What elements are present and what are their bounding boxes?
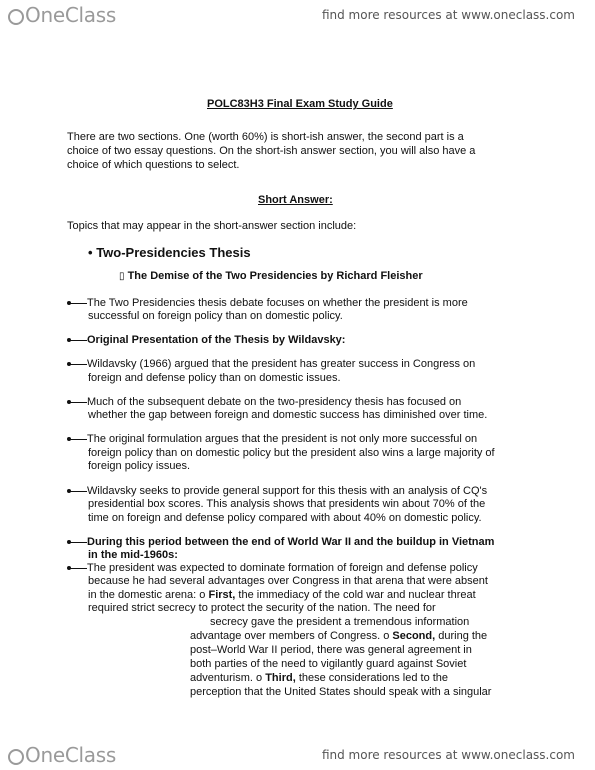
document-title: POLC83H3 Final Exam Study Guide	[207, 98, 393, 110]
missing-glyph-icon: ▯	[119, 271, 125, 282]
page-footer	[0, 740, 595, 770]
paragraph-8-line-1: The president was expected to dominate formation of foreign and defense policy	[65, 562, 555, 575]
paragraph-5-line-1: The original formulation argues that the president is not only more successful on	[65, 433, 555, 446]
intro-line-1: There are two sections. One (worth 60%) is short-ish answer, the second part is a	[67, 131, 464, 143]
paragraph-8-line-2: because he had several advantages over Congress in that arena that were absent	[88, 575, 488, 587]
dash-bullet-icon	[65, 300, 87, 306]
intro-line-2: choice of two essay questions. On the short-ish answer section, you will also have a	[67, 145, 476, 157]
intro-line-3: choice of which questions to select.	[67, 159, 240, 171]
section-heading-text: Two-Presidencies Thesis	[96, 245, 251, 260]
paragraph-8-line-7: post–World War II period, there was general agreement in	[190, 644, 472, 656]
paragraph-3-line-1: Wildavsky (1966) argued that the president has greater success in Congress on	[65, 358, 555, 371]
paragraph-6-line-2: presidential box scores. This analysis shows that presidents win about 70% of the	[88, 498, 486, 510]
paragraph-2-line-1: Original Presentation of the Thesis by Wildavsky:	[65, 334, 555, 347]
footer-resources-link[interactable]: find more resources at www.oneclass.com	[321, 748, 575, 762]
paragraph-8-line-8: both parties of the need to vigilantly guard against Soviet	[190, 658, 467, 670]
paragraph-8-line-5: secrecy gave the president a tremendous information	[210, 616, 470, 628]
paragraph-1-line-2: successful on foreign policy than on domestic policy.	[88, 310, 343, 322]
logo-text: OneClass	[25, 743, 116, 767]
bullet-icon: •	[88, 245, 93, 260]
section-heading	[88, 246, 251, 259]
paragraph-5-line-2: foreign policy than on domestic policy but the president also wins a large majority of	[88, 447, 495, 459]
logo-ring-icon	[8, 9, 24, 25]
dash-bullet-icon	[65, 361, 87, 367]
paragraph-4-line-2: whether the gap between foreign and domestic success has diminished over time.	[88, 409, 488, 421]
paragraph-8-line-6: advantage over members of Congress. o Second, during the	[190, 630, 488, 642]
paragraph-3-line-2: foreign and defense policy than on domestic issues.	[88, 372, 341, 384]
paragraph-7-line-1: During this period between the end of World War II and the buildup in Vietnam	[65, 536, 555, 549]
subheading-text: The Demise of the Two Presidencies by Richard Fleisher	[127, 270, 423, 282]
paragraph-8-line-3: in the domestic arena: o First, the immediacy of the cold war and nuclear threat	[88, 589, 476, 601]
dash-bullet-icon	[65, 337, 87, 343]
topics-intro: Topics that may appear in the short-answer section include:	[67, 220, 357, 232]
logo-ring-icon	[8, 749, 24, 765]
paragraph-7-line-2: in the mid-1960s:	[88, 549, 178, 561]
logo-text: OneClass	[25, 3, 116, 27]
page-header	[0, 0, 595, 30]
oneclass-logo[interactable]	[8, 3, 116, 27]
paragraph-6-line-3: time on foreign and defense policy compared with about 40% on domestic policy.	[88, 512, 482, 524]
oneclass-footer-logo[interactable]	[8, 743, 116, 767]
dash-bullet-icon	[65, 436, 87, 442]
paragraph-8-line-4: required strict secrecy to protect the security of the nation. The need for	[88, 602, 436, 614]
paragraph-4-line-1: Much of the subsequent debate on the two-presidency thesis has focused on	[65, 396, 555, 409]
subheading	[119, 270, 423, 283]
dash-bullet-icon	[65, 539, 87, 545]
dash-bullet-icon	[65, 488, 87, 494]
header-resources-link[interactable]: find more resources at www.oneclass.com	[321, 8, 575, 22]
paragraph-8-line-10: perception that the United States should speak with a singular	[190, 686, 492, 698]
dash-bullet-icon	[65, 399, 87, 405]
paragraph-5-line-3: foreign policy issues.	[88, 460, 191, 472]
paragraph-8-line-9: adventurism. o Third, these considerations led to the	[190, 672, 449, 684]
paragraph-6-line-1: Wildavsky seeks to provide general support for this thesis with an analysis of CQ's	[65, 485, 555, 498]
short-answer-heading: Short Answer:	[258, 194, 333, 206]
dash-bullet-icon	[65, 565, 87, 571]
paragraph-1-line-1: The Two Presidencies thesis debate focuses on whether the president is more	[65, 297, 555, 310]
